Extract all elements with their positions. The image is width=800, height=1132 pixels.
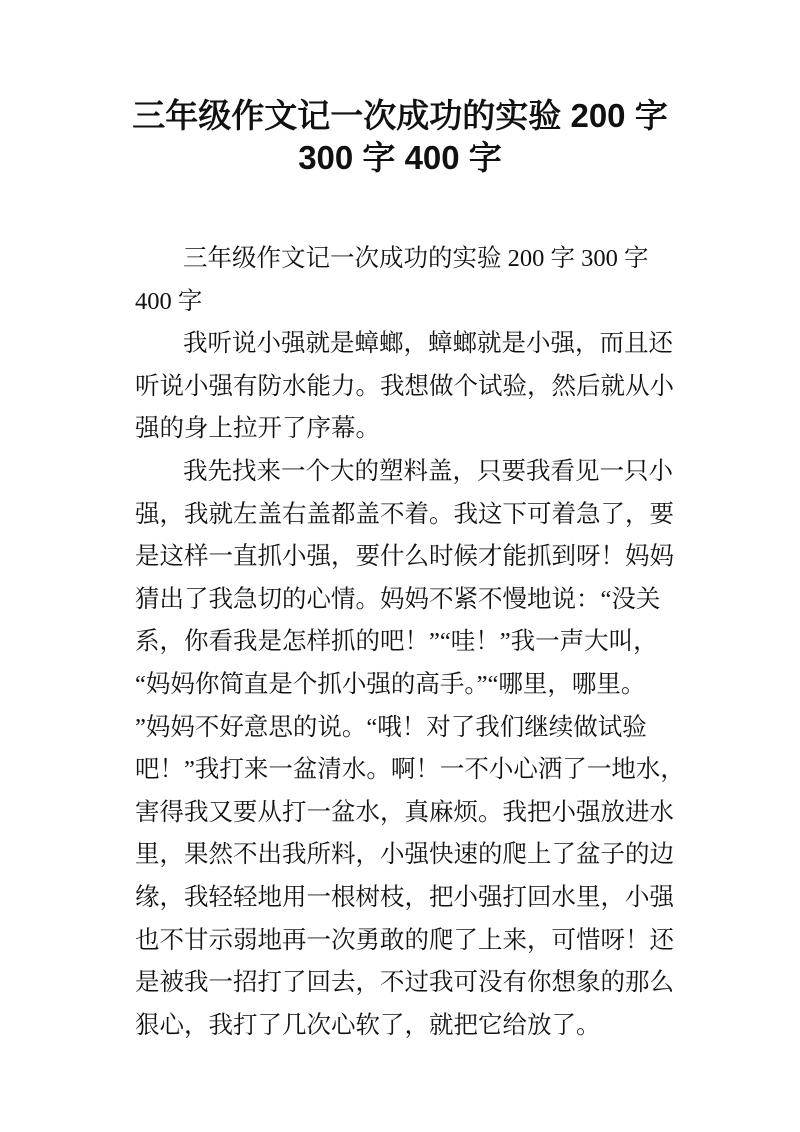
title-line: 三年级作文记一次成功的实验 200 字	[132, 97, 668, 134]
document-title	[0, 95, 800, 179]
body-line: 系，你看我是怎样抓的吧！”“哇！”我一声大叫，	[135, 628, 658, 656]
body-line: 三年级作文记一次成功的实验 200 字 300 字	[183, 245, 649, 272]
body-line: 里，果然不出我所料，小强快速的爬上了盆子的边	[135, 841, 674, 869]
body-line: 吧！”我打来一盆清水。啊！一不小心洒了一地水，	[135, 756, 685, 784]
body-line: 强，我就左盖右盖都盖不着。我这下可着急了，要	[135, 500, 674, 528]
body-line: 也不甘示弱地再一次勇敢的爬了上来，可惜呀！还	[135, 926, 674, 954]
body-line: 缘，我轻轻地用一根树枝，把小强打回水里，小强	[135, 883, 674, 911]
body-line: 害得我又要从打一盆水，真麻烦。我把小强放进水	[135, 798, 674, 826]
body-line: 听说小强有防水能力。我想做个试验，然后就从小	[135, 372, 674, 400]
body-line: 强的身上拉开了序幕。	[135, 415, 380, 443]
document-body	[135, 238, 695, 1047]
body-line: 400 字	[135, 287, 203, 315]
body-line: 是这样一直抓小强，要什么时候才能抓到呀！妈妈	[135, 543, 674, 571]
body-line: 我听说小强就是蟑螂，蟑螂就是小强，而且还	[183, 330, 673, 358]
title-line: 300 字 400 字	[298, 139, 502, 176]
body-line: 猜出了我急切的心情。妈妈不紧不慢地说：“没关	[135, 585, 661, 613]
body-line: “妈妈你简直是个抓小强的高手。”“哪里，哪里。	[135, 670, 646, 698]
body-line: ”妈妈不好意思的说。“哦！对了我们继续做试验	[135, 713, 647, 741]
body-line: 我先找来一个大的塑料盖，只要我看见一只小	[183, 457, 673, 485]
body-line: 狠心，我打了几次心软了，就把它给放了。	[135, 1011, 601, 1039]
body-line: 是被我一招打了回去，不过我可没有你想象的那么	[135, 969, 674, 997]
